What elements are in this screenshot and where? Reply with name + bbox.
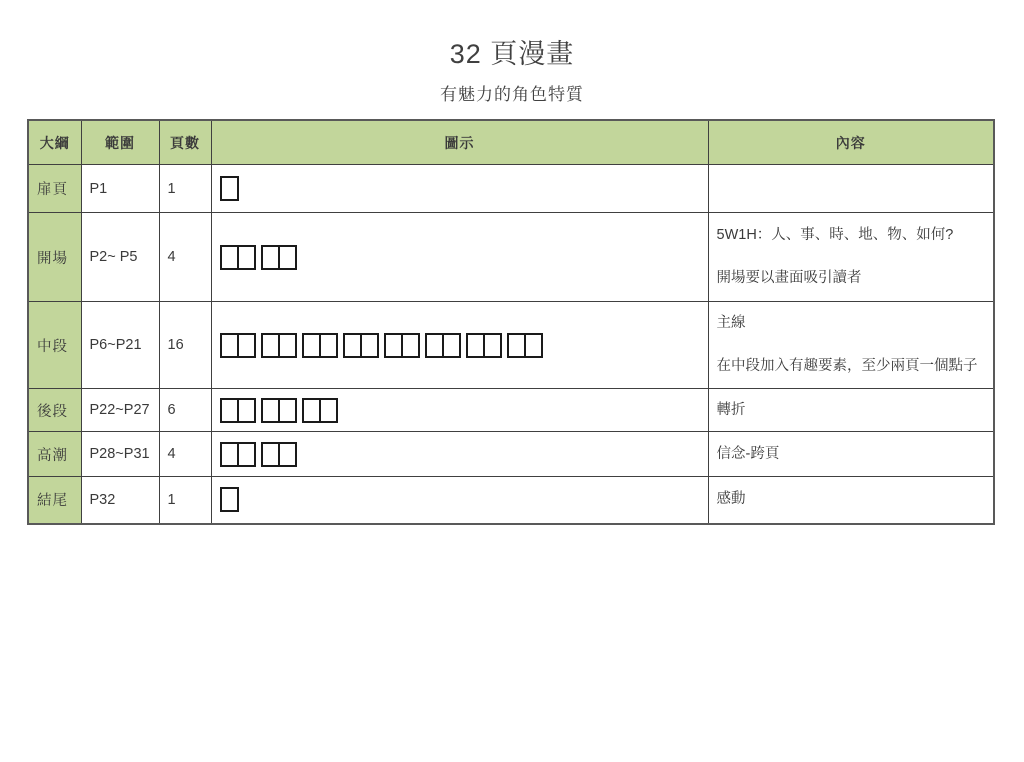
- outline-cell: 後段: [28, 389, 81, 432]
- page-box: [237, 247, 254, 268]
- pages-cell: 1: [159, 477, 211, 524]
- page-box-row: [220, 442, 700, 467]
- outline-cell: 開場: [28, 213, 81, 302]
- page-box: [524, 335, 541, 356]
- page-box: [237, 335, 254, 356]
- page-box: [222, 400, 237, 421]
- page-box-group: [220, 176, 239, 201]
- page-box: [263, 444, 278, 465]
- pages-cell: 4: [159, 432, 211, 477]
- page-box-group: [220, 245, 256, 270]
- table-row: [28, 165, 994, 213]
- content-line: 5W1H：人、事、時、地、物、如何?: [716, 227, 954, 243]
- pages-cell: 16: [159, 302, 211, 389]
- page-box: [468, 335, 483, 356]
- page-box: [360, 335, 377, 356]
- page-box: [427, 335, 442, 356]
- page-box-group: [220, 487, 239, 512]
- range-cell: P2~ P5: [81, 213, 159, 302]
- page-box-row: [220, 333, 700, 358]
- outline-table: [27, 119, 995, 525]
- pages-cell: 6: [159, 389, 211, 432]
- outline-cell: 扉頁: [28, 165, 81, 213]
- page-box-row: [220, 245, 700, 270]
- page-box: [222, 247, 237, 268]
- range-cell: P28~P31: [81, 432, 159, 477]
- illustration-cell: [211, 389, 708, 432]
- page-box-row: [220, 398, 700, 423]
- page-box: [483, 335, 500, 356]
- column-header-illustration: 圖示: [211, 120, 708, 165]
- content-cell: [708, 165, 994, 213]
- page-box-group: [220, 398, 256, 423]
- content-cell: [708, 389, 994, 432]
- page-box-group: [302, 333, 338, 358]
- content-stack: [717, 446, 986, 463]
- page-box: [442, 335, 459, 356]
- page-box-group: [466, 333, 502, 358]
- table-row: [28, 213, 994, 302]
- page-box: [304, 335, 319, 356]
- page-box: [263, 247, 278, 268]
- page-box: [222, 444, 237, 465]
- content-cell: [708, 302, 994, 389]
- document-page: [0, 38, 1024, 762]
- page-box: [278, 444, 295, 465]
- outline-cell: 結尾: [28, 477, 81, 524]
- content-stack: [717, 315, 986, 375]
- page-box: [401, 335, 418, 356]
- content-line: 在中段加入有趣要素，至少兩頁一個點子: [716, 358, 978, 374]
- content-cell: [708, 477, 994, 524]
- illustration-cell: [211, 432, 708, 477]
- page-box: [237, 400, 254, 421]
- page-box: [263, 400, 278, 421]
- illustration-cell: [211, 213, 708, 302]
- content-line: 主線: [716, 315, 746, 331]
- page-box-group: [343, 333, 379, 358]
- page-box: [345, 335, 360, 356]
- page-box: [263, 335, 278, 356]
- range-cell: P22~P27: [81, 389, 159, 432]
- page-box: [222, 178, 237, 199]
- page-box: [386, 335, 401, 356]
- page-box: [319, 335, 336, 356]
- table-body: [28, 165, 994, 524]
- page-box: [319, 400, 336, 421]
- column-header-outline: 大綱: [28, 120, 81, 165]
- content-cell: [708, 213, 994, 302]
- page-subtitle: 有魅力的角色特質: [440, 85, 584, 104]
- page-box: [222, 489, 237, 510]
- page-box-group: [220, 442, 256, 467]
- illustration-cell: [211, 165, 708, 213]
- column-header-range: 範圍: [81, 120, 159, 165]
- table-row: [28, 432, 994, 477]
- page-box-row: [220, 487, 700, 512]
- pages-cell: 4: [159, 213, 211, 302]
- table-row: [28, 477, 994, 524]
- page-box-group: [425, 333, 461, 358]
- page-title: 32 頁漫畫: [449, 39, 575, 69]
- content-stack: [717, 402, 986, 419]
- page-box-group: [302, 398, 338, 423]
- column-header-pages: 頁數: [159, 120, 211, 165]
- content-line: 信念-跨頁: [716, 445, 780, 462]
- page-box: [278, 335, 295, 356]
- outline-cell: 高潮: [28, 432, 81, 477]
- range-cell: P32: [81, 477, 159, 524]
- outline-cell: 中段: [28, 302, 81, 389]
- page-box: [278, 400, 295, 421]
- content-line: 開場要以畫面吸引讀者: [716, 270, 862, 286]
- page-box-row: [220, 176, 700, 201]
- content-stack: [717, 491, 986, 508]
- content-cell: [708, 432, 994, 477]
- range-cell: P1: [81, 165, 159, 213]
- page-box-group: [261, 398, 297, 423]
- pages-cell: 1: [159, 165, 211, 213]
- illustration-cell: [211, 477, 708, 524]
- content-line: 感動: [716, 491, 746, 508]
- page-box: [237, 444, 254, 465]
- table-row: [28, 302, 994, 389]
- page-box: [278, 247, 295, 268]
- content-stack: [717, 227, 986, 287]
- page-box-group: [261, 333, 297, 358]
- column-header-content: 內容: [708, 120, 994, 165]
- page-box-group: [384, 333, 420, 358]
- table-row: [28, 389, 994, 432]
- page-box: [222, 335, 237, 356]
- illustration-cell: [211, 302, 708, 389]
- page-box: [304, 400, 319, 421]
- page-box-group: [261, 245, 297, 270]
- content-line: 轉折: [716, 401, 746, 418]
- page-box: [509, 335, 524, 356]
- table-header-row: [28, 120, 994, 165]
- page-box-group: [261, 442, 297, 467]
- range-cell: P6~P21: [81, 302, 159, 389]
- page-box-group: [507, 333, 543, 358]
- page-box-group: [220, 333, 256, 358]
